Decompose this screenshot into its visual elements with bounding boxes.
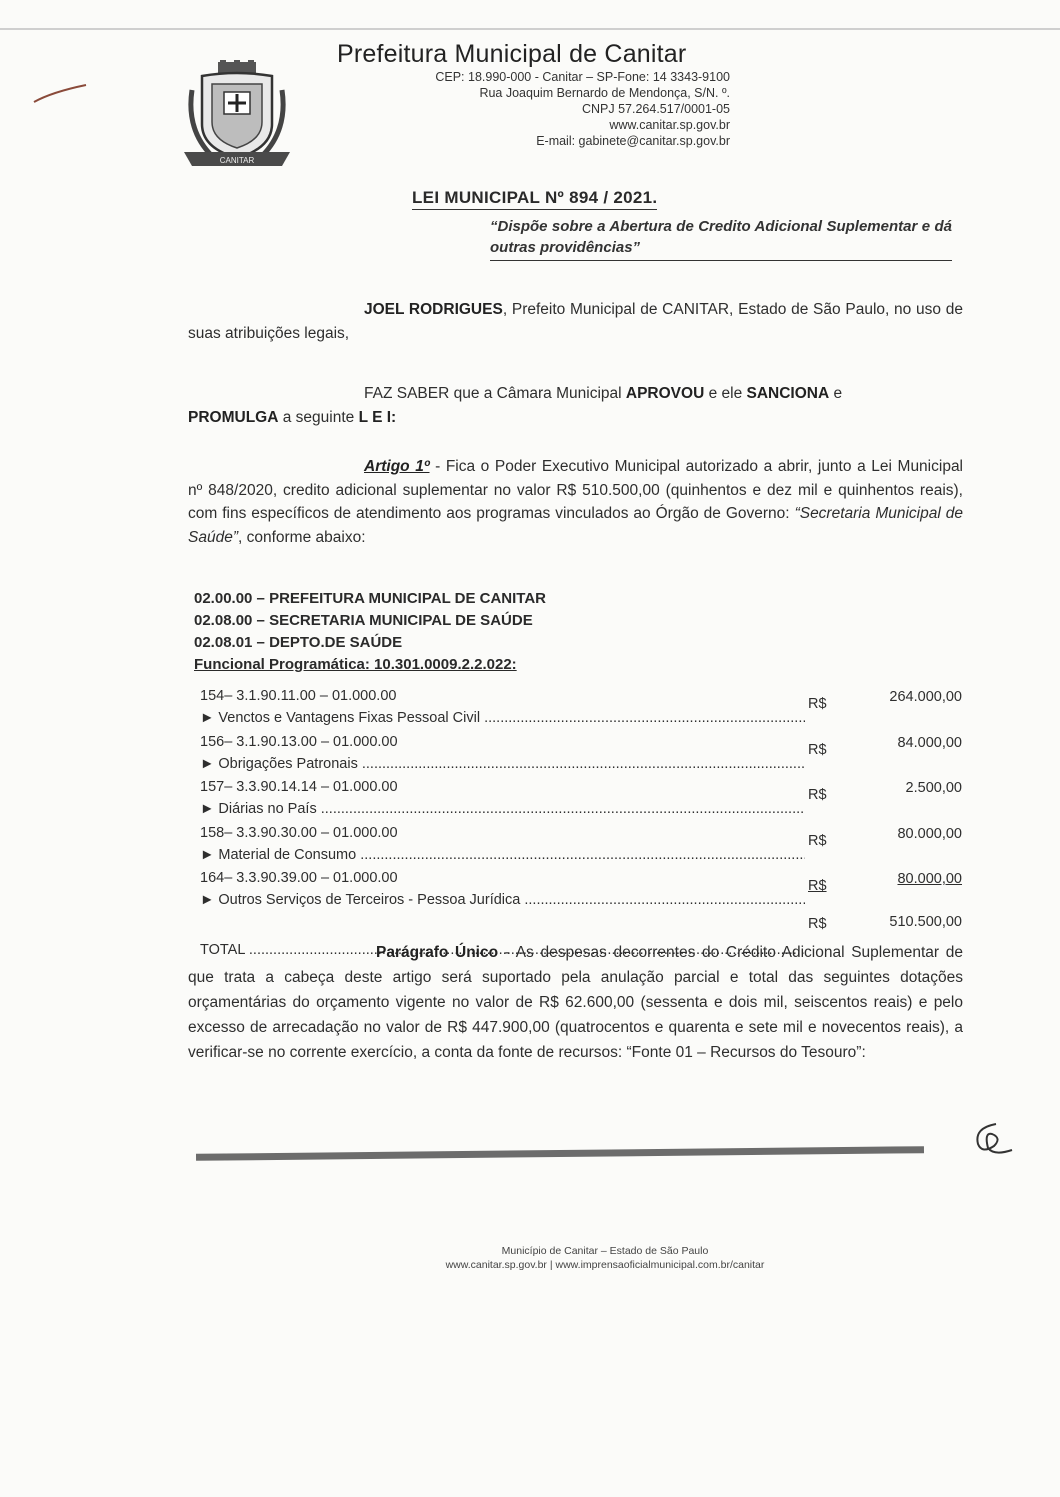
- header-address-street: Rua Joaquim Bernardo de Mendonça, S/N. º.: [479, 86, 730, 100]
- faz-saber-text-3: e: [829, 385, 843, 402]
- list-item: [200, 688, 962, 734]
- header-address-cep: CEP: 18.990-000 - Canitar – SP-Fone: 14 3343-9100: [435, 70, 730, 84]
- dotacao-value: 264.000,00: [889, 689, 962, 705]
- dotacao-code: 157– 3.3.90.14.14 – 01.000.00: [200, 779, 398, 795]
- footer-municipality: Município de Canitar – Estado de São Paulo: [501, 1245, 709, 1257]
- dotacao-value: 2.500,00: [905, 780, 962, 796]
- coat-of-arms-icon: [182, 60, 292, 172]
- law-summary: “Dispõe sobre a Abertura de Credito Adicional Suplementar e dá outras providências”: [490, 216, 952, 261]
- faz-saber-text-4: a seguinte: [278, 409, 359, 426]
- footer-separator: [196, 1146, 924, 1161]
- dotacao-value: 80.000,00: [897, 825, 962, 842]
- lei-word: L E I:: [358, 409, 397, 426]
- dotacao-desc: ► Material de Consumo .....: [200, 847, 805, 863]
- artigo-1-text: - Fica o Poder Executivo Municipal autorizado a abrir, junto a Lei Municipal nº 848/2020, credito adicional suplementar no valor R$ 510.500,00 (quinhentos e dez mil e quinhentos reais), com fins específicos de atendimento aos programas vinculados ao Órgão de Governo:: [188, 458, 964, 522]
- letterhead: [335, 40, 765, 149]
- dotacao-code: 164– 3.3.90.39.00 – 01.000.00: [200, 870, 398, 886]
- dotacao-currency: R$: [808, 787, 827, 803]
- header-email: E-mail: gabinete@canitar.sp.gov.br: [536, 134, 730, 148]
- faz-saber-paragraph: [188, 382, 963, 430]
- dotacao-code: 158– 3.3.90.30.00 – 01.000.00: [200, 824, 398, 841]
- dotacao-desc: ► Diárias no País .....: [200, 801, 805, 817]
- total-currency: R$: [808, 915, 827, 932]
- crest-banner-label: CANITAR: [219, 156, 255, 165]
- list-item: [200, 779, 962, 825]
- faz-saber-text: FAZ SABER que a Câmara Municipal: [364, 385, 626, 402]
- artigo-1-text-end: , conforme abaixo:: [237, 528, 366, 546]
- funcional-programatica: Funcional Programática: 10.301.0009.2.2.022:: [194, 656, 517, 673]
- page-footer: [410, 1244, 800, 1272]
- dotacao-currency: R$: [808, 741, 827, 758]
- list-item: [200, 870, 962, 916]
- promulga-word: PROMULGA: [188, 409, 279, 426]
- faz-saber-text-2: e ele: [704, 385, 747, 402]
- dotacao-desc: ► Obrigações Patronais .....: [200, 756, 805, 772]
- paragrafo-unico: [188, 940, 963, 1065]
- unit-secretaria: 02.08.00 – SECRETARIA MUNICIPAL DE SAÚDE: [194, 612, 533, 629]
- mayor-name: JOEL RODRIGUES: [364, 301, 503, 318]
- paragrafo-unico-label: Parágrafo Único: [376, 944, 499, 961]
- law-title: LEI MUNICIPAL Nº 894 / 2021.: [412, 188, 657, 210]
- list-item: [200, 825, 962, 871]
- paragrafo-unico-text: - As despesas decorrentes do Crédito Adicional Suplementar de que trata a cabeça deste artigo será suportado pela anulação parcial e total das seguintes dotações orçamentárias do orçamento vigente no valor de R$ 62.600,00 (sessenta e dois mil, seiscentos reais) e pelo excesso de arrecadação no valor de R$ 447.900,00 (quatrocentos e quarenta e sete mil e novecentos reais), a verificar-se no corrente exercício, a conta da fonte de recursos: “Fonte 01 – Recursos do Tesouro”:: [188, 944, 963, 1061]
- unit-prefeitura: 02.00.00 – PREFEITURA MUNICIPAL DE CANITAR: [194, 590, 547, 607]
- dotacao-desc: ► Outros Serviços de Terceiros - Pessoa Jurídica .....: [200, 892, 805, 908]
- dotacao-value: 84.000,00: [897, 734, 962, 751]
- header-website: www.canitar.sp.gov.br: [609, 118, 730, 132]
- dotacao-code: 154– 3.1.90.11.00 – 01.000.00: [200, 688, 397, 704]
- dotacao-value: 80.000,00: [897, 871, 962, 887]
- intro-paragraph: [188, 298, 963, 346]
- total-value: 510.500,00: [889, 913, 962, 930]
- dotacao-code: 156– 3.1.90.13.00 – 01.000.00: [200, 733, 398, 750]
- list-item: [200, 734, 962, 780]
- unit-depto: 02.08.01 – DEPTO.DE SAÚDE: [194, 634, 403, 651]
- scan-top-edge: [0, 28, 1060, 30]
- total-label: TOTAL .....: [200, 942, 805, 958]
- footer-websites: www.canitar.sp.gov.br | www.imprensaoficialmunicipal.com.br/canitar: [445, 1259, 765, 1271]
- dotacao-currency: R$: [808, 696, 827, 712]
- sanciona-word: SANCIONA: [746, 385, 830, 402]
- dotacao-currency: R$: [808, 878, 827, 894]
- budget-units: [194, 588, 546, 676]
- intro-text: , Prefeito Municipal de CANITAR, Estado de São Paulo, no uso de suas atribuições legais,: [188, 301, 963, 342]
- dotacao-currency: R$: [808, 832, 827, 849]
- dotacao-desc: ► Venctos e Vantagens Fixas Pessoal Civil .....: [200, 710, 805, 726]
- orgao-name: “Secretaria Municipal de Saúde”: [188, 505, 963, 546]
- org-name: Prefeitura Municipal de Canitar: [337, 40, 687, 68]
- pen-mark-icon: [32, 82, 88, 104]
- artigo-1-label: Artigo 1º: [364, 458, 430, 475]
- initials-signature-icon: [966, 1118, 1016, 1158]
- artigo-1-paragraph: [188, 455, 963, 549]
- header-cnpj: CNPJ 57.264.517/0001-05: [581, 102, 730, 116]
- aprovou-word: APROVOU: [625, 385, 705, 402]
